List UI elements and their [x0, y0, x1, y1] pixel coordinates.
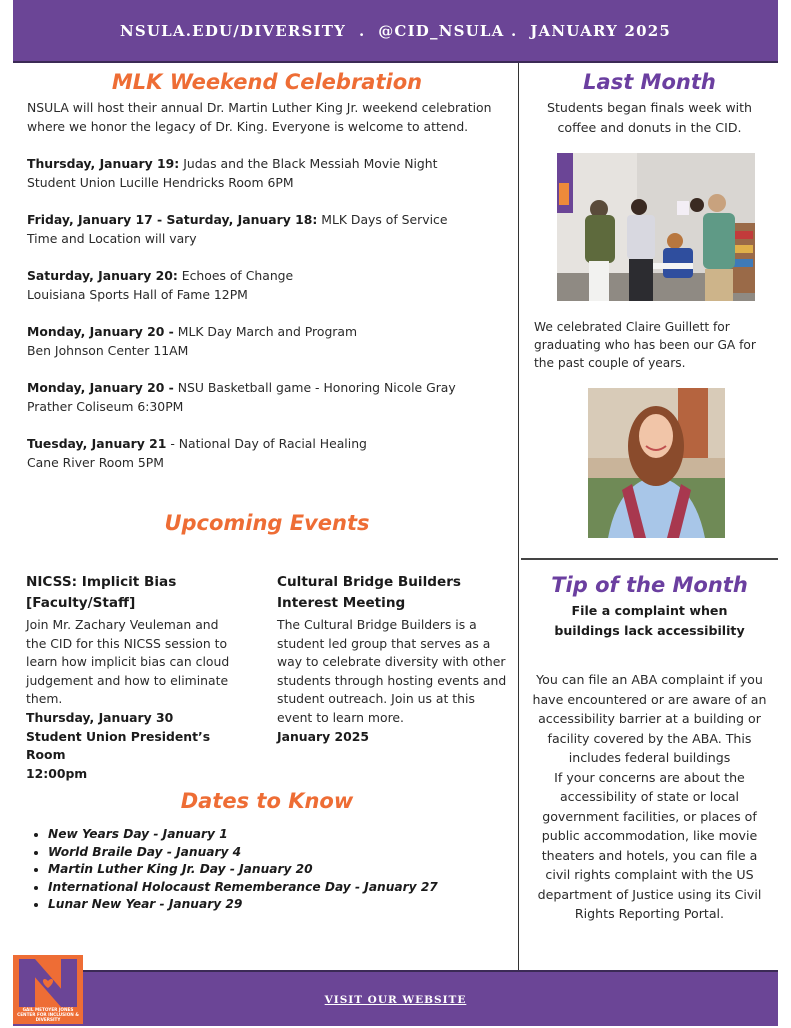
last-month-section [521, 70, 778, 137]
mlk-event [27, 266, 507, 304]
dates-section-header [27, 789, 507, 813]
mlk-event [27, 434, 507, 472]
top-banner [13, 0, 778, 63]
tip-subtitle: File a complaint when buildings lack accessibility [554, 603, 745, 638]
dates-list [30, 826, 438, 914]
section-divider [521, 558, 778, 560]
event-detail: Louisiana Sports Hall of Fame 12PM [27, 287, 248, 302]
event-heading: NICSS: Implicit Bias [Faculty/Staff] [26, 574, 177, 611]
event-date: Thursday, January 30 [26, 709, 174, 725]
event-date: Saturday, January 20: [27, 268, 178, 283]
event-detail: Student Union Lucille Hendricks Room 6PM [27, 175, 294, 190]
mlk-event [27, 210, 507, 248]
column-divider [518, 63, 519, 970]
upcoming-section-header [27, 511, 507, 535]
website-url[interactable]: NSULA.EDU/DIVERSITY [119, 21, 347, 40]
event-date: January 2025 [277, 728, 369, 744]
dates-title: Dates to Know [180, 789, 354, 813]
social-handle[interactable]: @CID_NSULA [378, 21, 505, 40]
mlk-title: MLK Weekend Celebration [111, 70, 423, 94]
mlk-intro: NSULA will host their annual Dr. Martin Luther King Jr. weekend celebration where we honor the legacy of Dr. King. Everyone is welcome to attend. [27, 100, 492, 134]
event-title: Echoes of Change [177, 268, 294, 283]
event-card-cultural-bridge [277, 572, 509, 746]
event-card-implicit-bias [26, 572, 236, 783]
event-date: Monday, January 20 - [27, 324, 174, 339]
banner-text [120, 22, 671, 40]
event-description: Join Mr. Zachary Veuleman and the CID for this NICSS session to learn how implicit bias can cloud judgement and how to eliminate them. [26, 617, 230, 707]
event-date: Thursday, January 19: [27, 156, 180, 171]
event-detail: Cane River Room 5PM [27, 455, 164, 470]
event-time: 12:00pm [26, 765, 88, 781]
finals-week-photo [557, 153, 755, 301]
tip-paragraph-2: If your concerns are about the accessibility of state or local government facilities, or places of public accommodation, like movie theaters and hotels, you can file a civil rights complaint with the US department of Justice using its Civil Rights Reporting Portal. [537, 769, 762, 921]
tip-title: Tip of the Month [551, 573, 748, 597]
visit-website-link[interactable]: VISIT OUR WEBSITE [324, 994, 467, 1006]
mlk-event [27, 154, 507, 192]
graduate-photo [588, 388, 725, 538]
separator: . [510, 21, 518, 40]
event-date: Tuesday, January 21 [27, 436, 167, 451]
last-month-caption: Students began finals week with coffee and donuts in the CID. [546, 100, 753, 135]
tip-section [521, 573, 778, 924]
event-title: MLK Days of Service [317, 212, 448, 227]
event-detail: Time and Location will vary [27, 231, 197, 246]
graduate-caption: We celebrated Claire Guillett for graduating who has been our GA for the past couple of years. [534, 320, 756, 370]
date-item: • New Years Day - January 1 [48, 826, 438, 844]
issue-date: JANUARY 2025 [530, 21, 672, 40]
event-title: - National Day of Racial Healing [166, 436, 367, 451]
mlk-event-list [27, 154, 507, 472]
upcoming-title: Upcoming Events [164, 511, 370, 535]
mlk-event [27, 322, 507, 360]
event-heading: Cultural Bridge Builders Interest Meeting [277, 574, 462, 611]
last-month-title: Last Month [583, 70, 716, 94]
date-item: • World Braile Day - January 4 [48, 844, 438, 862]
logo-caption: GAIL METOYER JONES CENTER FOR INCLUSION & DIVERSITY [17, 1007, 79, 1022]
event-description: The Cultural Bridge Builders is a student led group that serves as a way to celebrate diversity with other students through hosting events and student outreach. Join us at this event to learn more. [277, 617, 507, 725]
event-detail: Ben Johnson Center 11AM [27, 343, 189, 358]
separator: . [358, 21, 366, 40]
date-item: • Lunar New Year - January 29 [48, 896, 438, 914]
event-title: NSU Basketball game - Honoring Nicole Gray [173, 380, 456, 395]
mlk-event [27, 378, 507, 416]
event-date: Monday, January 20 - [27, 380, 174, 395]
tip-paragraph-1: You can file an ABA complaint if you have encountered or are aware of an accessibility barrier at a building or facility covered by the ABA. This includes federal buildings [532, 672, 767, 765]
footer-banner [13, 970, 778, 1026]
event-location: Student Union President’s Room [26, 728, 211, 763]
event-title: MLK Day March and Program [173, 324, 358, 339]
event-detail: Prather Coliseum 6:30PM [27, 399, 184, 414]
event-date: Friday, January 17 - Saturday, January 18: [27, 212, 318, 227]
graduate-portrait-illustration [588, 388, 725, 538]
date-item: • International Holocaust Rememberance Day - January 27 [48, 879, 438, 897]
event-title: Judas and the Black Messiah Movie Night [179, 156, 438, 171]
students-photo-illustration [557, 153, 755, 301]
mlk-section [27, 70, 507, 490]
cid-logo [13, 955, 83, 1024]
date-item: • Martin Luther King Jr. Day - January 20 [48, 861, 438, 879]
